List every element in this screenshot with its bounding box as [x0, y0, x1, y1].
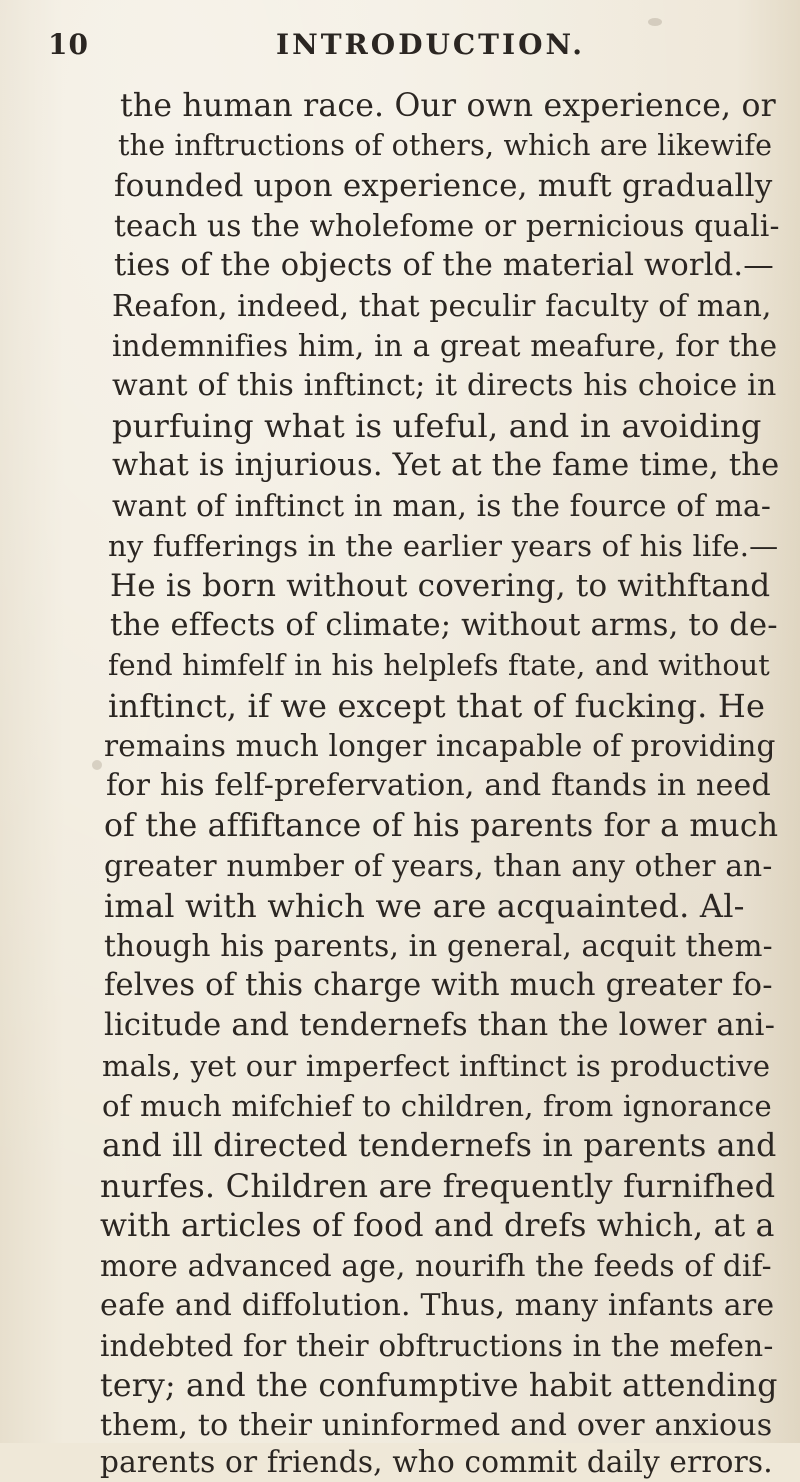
- text-line: though his parents, in general, acquit them-: [104, 929, 773, 963]
- text-line: remains much longer incapable of providing: [104, 729, 776, 763]
- text-line: purfuing what is ufeful, and in avoiding: [112, 407, 762, 445]
- text-line: of the affiftance of his parents for a much: [104, 808, 779, 844]
- text-line: ties of the objects of the material world.—: [114, 248, 774, 283]
- text-line: tery; and the confumptive habit attending: [100, 1368, 778, 1404]
- text-line: licitude and tendernefs than the lower ani-: [104, 1008, 776, 1043]
- text-line: teach us the wholefome or pernicious quali-: [114, 209, 780, 243]
- text-line: Reafon, indeed, that peculir faculty of man,: [112, 289, 772, 323]
- page-header: [40, 28, 760, 68]
- text-line: with articles of food and drefs which, at a: [100, 1208, 775, 1244]
- text-line: the effects of climate; without arms, to de-: [110, 608, 778, 643]
- text-line: He is born without covering, to withftand: [110, 568, 771, 604]
- text-line: for his felf-prefervation, and ftands in need: [106, 768, 771, 803]
- text-line: of much mifchief to children, from ignorance: [102, 1089, 772, 1123]
- text-line: what is injurious. Yet at the fame time, the: [112, 448, 780, 483]
- text-line: parents or friends, who commit daily errors.: [100, 1445, 773, 1479]
- text-line: them, to their uninformed and over anxious: [100, 1408, 773, 1443]
- ink-spot: [648, 18, 662, 26]
- text-line: more advanced age, nourifh the feeds of dif-: [100, 1249, 772, 1283]
- text-line: the human race. Our own experience, or: [120, 88, 776, 124]
- text-line: inftinct, if we except that of fucking. He: [108, 687, 766, 725]
- text-line: nurfes. Children are frequently furnifhed: [100, 1167, 776, 1205]
- text-line: imal with which we are acquainted. Al-: [104, 887, 745, 925]
- text-line: eafe and diffolution. Thus, many infants are: [100, 1288, 775, 1323]
- text-line: felves of this charge with much greater fo-: [104, 968, 773, 1003]
- text-line: indebted for their obftructions in the mefen-: [100, 1329, 774, 1363]
- text-line: founded upon experience, muft gradually: [114, 168, 773, 204]
- ink-spot: [92, 760, 102, 770]
- page-number: 10: [48, 28, 89, 61]
- text-line: indemnifies him, in a great meafure, for the: [112, 329, 778, 363]
- text-line: and ill directed tendernefs in parents and: [102, 1128, 777, 1164]
- text-line: greater number of years, than any other an-: [104, 849, 773, 883]
- text-line: want of inftinct in man, is the fource of ma-: [112, 489, 772, 523]
- text-line: mals, yet our imperfect inftinct is productive: [102, 1049, 771, 1083]
- text-line: want of this inftinct; it directs his choice in: [112, 368, 777, 403]
- running-head: INTRODUCTION.: [276, 28, 586, 61]
- text-line: fend himfelf in his helplefs ftate, and without: [108, 649, 770, 682]
- text-line: ny fufferings in the earlier years of his life.—: [108, 529, 779, 563]
- text-line: the inftructions of others, which are likewife: [118, 129, 773, 162]
